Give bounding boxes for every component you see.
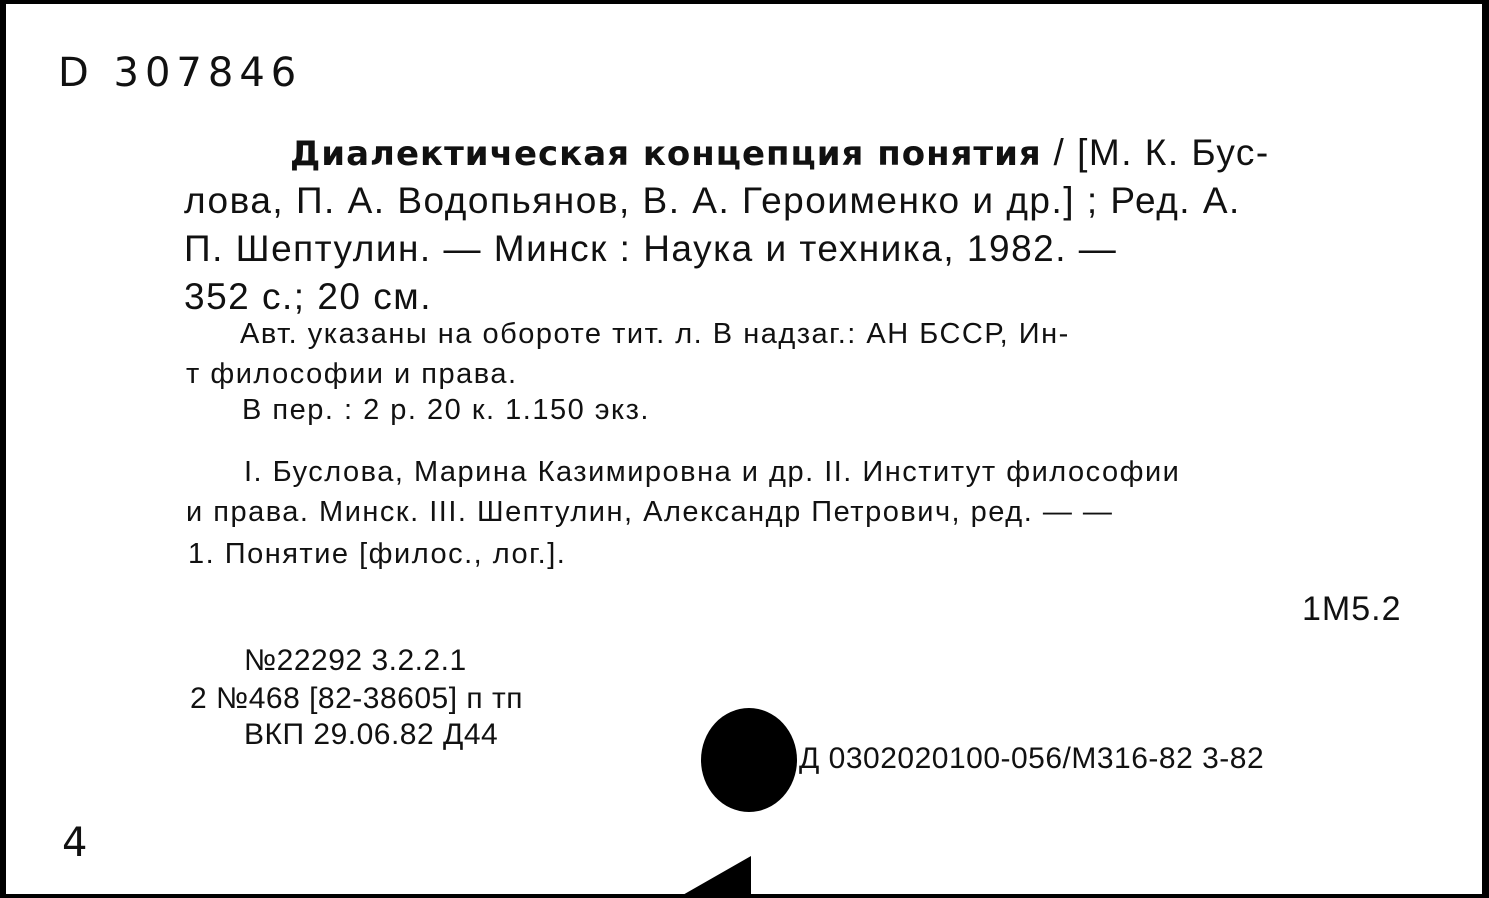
classification-code: Д 0302020100-056/М316-82 3-82 bbox=[799, 742, 1265, 775]
physical-description: 352 с.; 20 см. bbox=[184, 276, 433, 317]
price-and-copies: В пер. : 2 р. 20 к. 1.150 экз. bbox=[242, 394, 650, 426]
note-authors: Авт. указаны на обороте тит. л. В надзаг.: АН БССР, Ин- bbox=[240, 318, 1070, 350]
catalog-card bbox=[6, 4, 1482, 894]
title-authors-start: / [М. К. Бус- bbox=[1041, 132, 1270, 173]
authors-line: лова, П. А. Водопьянов, В. А. Героименко и др.] ; Ред. А. bbox=[184, 180, 1241, 221]
title-line-1 bbox=[290, 132, 1270, 174]
tracing-line-2: и права. Минск. III. Шептулин, Александр Петрович, ред. — — bbox=[186, 496, 1114, 528]
vkp-date: ВКП 29.06.82 Д44 bbox=[244, 718, 499, 751]
punch-hole bbox=[701, 708, 797, 812]
editor-publisher-line: П. Шептулин. — Минск : Наука и техника, 1982. — bbox=[184, 228, 1118, 269]
order-number: 2 №468 [82-38605] п тп bbox=[190, 682, 523, 715]
torn-corner bbox=[681, 856, 751, 894]
book-title: Диалектическая концепция понятия bbox=[290, 134, 1042, 174]
tracing-line-1: I. Буслова, Марина Казимировна и др. II. Институт философии bbox=[244, 456, 1181, 488]
call-number: D 307846 bbox=[58, 50, 303, 96]
reference-number: №22292 3.2.2.1 bbox=[244, 644, 467, 677]
note-institute: т философии и права. bbox=[186, 358, 518, 390]
corner-mark: 4 bbox=[62, 820, 88, 866]
handwritten-class-mark: 1М5.2 bbox=[1302, 590, 1402, 628]
tracing-line-3: 1. Понятие [филос., лог.]. bbox=[188, 538, 567, 570]
